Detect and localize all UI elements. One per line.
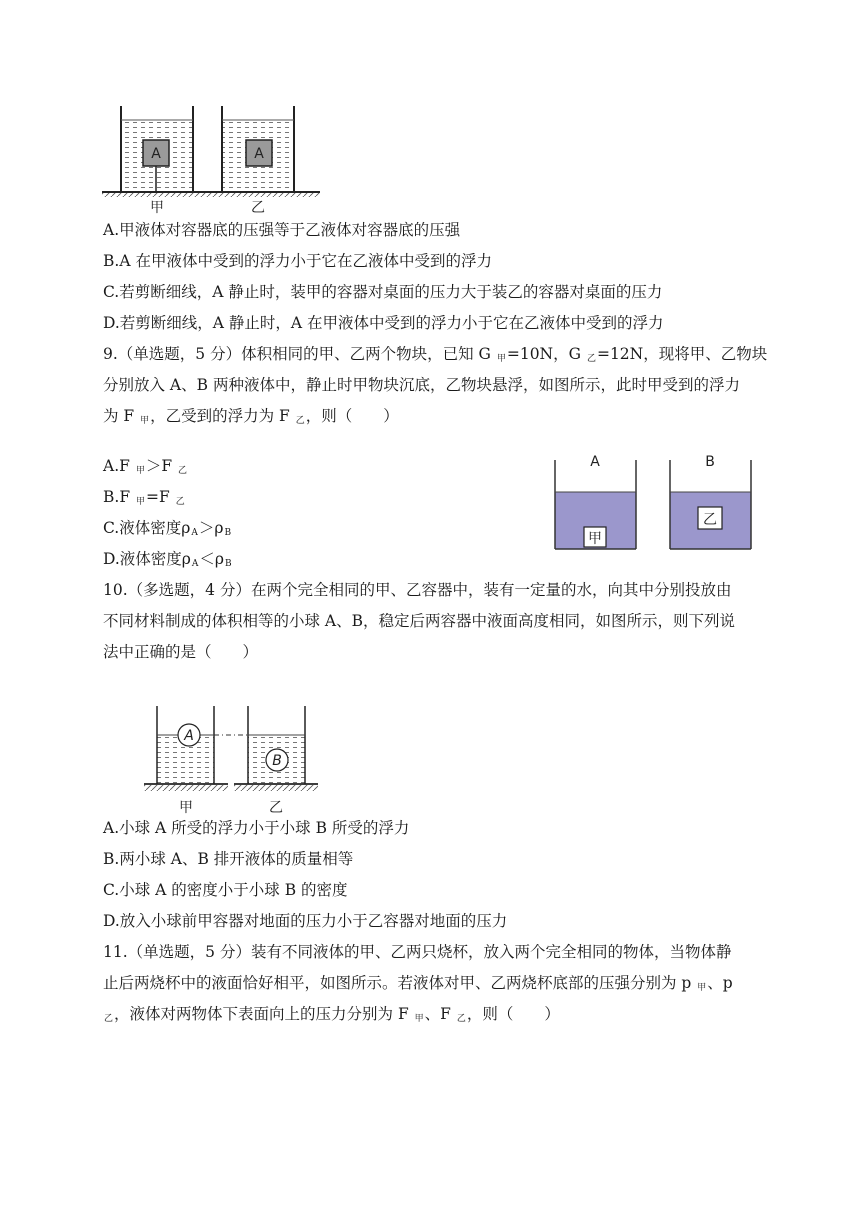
q9-container-b [670,454,751,549]
q11-stem-line1: 11.（单选题，5 分）装有不同液体的甲、乙两只烧杯，放入两个完全相同的物体，当物体静 [103,943,732,961]
q8-label-yi: 乙 [251,200,265,216]
q9-block-jia: 甲 [588,531,602,547]
q10-option-a: A.小球 A 所受的浮力小于小球 B 所受的浮力 [103,819,410,837]
q10-option-c: C.小球 A 的密度小于小球 B 的密度 [103,881,348,899]
q10-option-d: D.放入小球前甲容器对地面的压力小于乙容器对地面的压力 [103,912,508,930]
q10-ball-a: A [184,728,194,744]
q10-stem-line1: 10.（多选题，4 分）在两个完全相同的甲、乙容器中，装有一定量的水，向其中分别投放由 [103,581,732,599]
q11-stem-line2: 止后两烧杯中的液面恰好相平，如图所示。若液体对甲、乙两烧杯底部的压强分别为 p $_甲$、p [103,974,733,993]
q9-block-yi: 乙 [703,512,717,528]
q8-left-container [121,106,193,192]
q9-option-c: C.液体密度$\rho_A>\rho_B$ [103,519,232,538]
q9-stem-line3: 为 F $_甲$，乙受到的浮力为 F $_乙$，则（ ） [103,407,399,426]
q10-container-jia [157,706,214,784]
q10-option-b: B.两小球 A、B 排开液体的质量相等 [103,850,354,868]
q9-stem-line2: 分别放入 A、B 两种液体中，静止时甲物块沉底，乙物块悬浮，如图所示，此时甲受到的浮力 [103,376,740,394]
q8-option-c: C.若剪断细线，A 静止时，装甲的容器对桌面的压力大于装乙的容器对桌面的压力 [103,283,663,301]
q9-option-a: A.F $_甲$＞F $_乙$ [103,457,188,476]
q9-stem-line1: 9.（单选题，5 分）体积相同的甲、乙两个物块，已知 G $_甲$=10N，G $_乙$=12N，现将甲、乙物块 [103,345,768,364]
q10-label-yi: 乙 [269,800,283,816]
q8-block-a-right: A [254,146,264,162]
q10-label-jia: 甲 [179,800,193,816]
q9-container-a [555,454,636,549]
q8-option-d: D.若剪断细线，A 静止时，A 在甲液体中受到的浮力小于它在乙液体中受到的浮力 [103,314,664,332]
q9-label-a: A [590,454,600,470]
q9-option-d: D.液体密度$\rho_A<\rho_B$ [103,550,232,569]
q9-option-b: B.F $_甲$=F $_乙$ [103,488,185,507]
q11-stem-line3: $_乙$，液体对两物体下表面向上的压力分别为 F $_甲$、F $_乙$，则（ ） [104,1005,560,1024]
q10-stem-line3: 法中正确的是（ ） [103,643,259,661]
q10-ball-b: B [272,753,282,769]
q8-figure [100,100,330,220]
q8-option-b: B.A 在甲液体中受到的浮力小于它在乙液体中受到的浮力 [103,252,492,270]
q10-figure [140,700,320,818]
q9-figure [550,450,755,555]
q10-container-yi [248,706,305,784]
q8-label-jia: 甲 [150,200,164,216]
q9-label-b: B [705,454,715,470]
q10-stem-line2: 不同材料制成的体积相等的小球 A、B，稳定后两容器中液面高度相同，如图所示，则下列说 [103,612,736,630]
q8-option-a: A.甲液体对容器底的压强等于乙液体对容器底的压强 [103,221,461,239]
q8-right-container [222,106,294,192]
q8-block-a-left: A [151,146,161,162]
